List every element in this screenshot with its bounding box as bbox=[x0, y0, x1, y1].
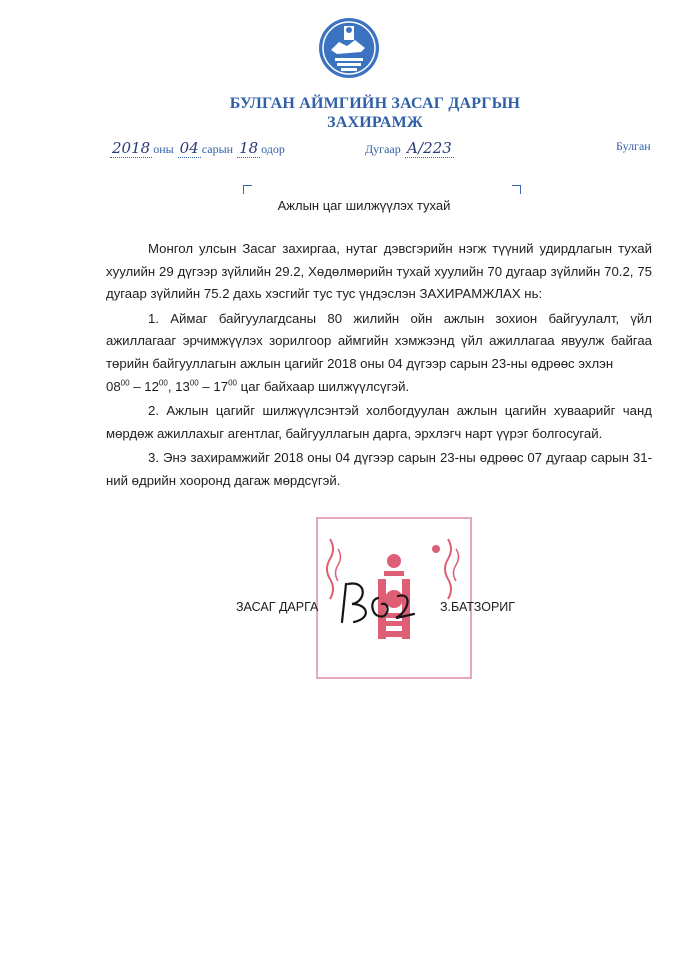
document-body bbox=[106, 238, 652, 495]
subject-bracket-right bbox=[512, 185, 521, 194]
date-day: 18 bbox=[239, 139, 259, 157]
soyombo-emblem-icon bbox=[317, 16, 381, 80]
date-year: 2018 bbox=[112, 139, 151, 157]
subject-bracket-left bbox=[243, 185, 252, 194]
date-line bbox=[110, 139, 286, 158]
date-month: 04 bbox=[179, 139, 199, 157]
signatory-name: З.БАТЗОРИГ bbox=[440, 600, 516, 614]
date-day-label: одор bbox=[261, 142, 285, 156]
intro-paragraph: Монгол улсын Засаг захиргаа, нутаг дэвсгэрийн нэгж түүний удирдлагын тухай хуулийн 29 дүгээр зүйлийн 29.2, Хөдөлмөрийн тухай хуулийн 70 дугаар зүйлийн 70.2, 75 дугаар зүйлийн 75.2 дахь хэсгийг тус тус үндэслэн ЗАХИРАМЖЛАХ нь: bbox=[106, 241, 652, 302]
document-type: ЗАХИРАМЖ bbox=[327, 114, 423, 131]
date-year-label: оны bbox=[153, 142, 174, 156]
document-number: А/223 bbox=[406, 139, 452, 157]
document-subject: Ажлын цаг шилжүүлэх тухай bbox=[277, 198, 451, 213]
item-2: 2. Ажлын цагийг шилжүүлсэнтэй холбогдуулан ажлын цагийн хуваарийг чанд мөрдөж ажиллахыг агентлаг, байгууллагын дарга, эрхлэгч нарт үүрэг болгосугай. bbox=[106, 403, 652, 441]
place: Булган bbox=[616, 139, 651, 153]
signatory-title: ЗАСАГ ДАРГА bbox=[236, 600, 319, 614]
organization-name: БУЛГАН АЙМГИЙН ЗАСАГ ДАРГЫН bbox=[229, 95, 521, 112]
item-3: 3. Энэ захирамжийг 2018 оны 04 дүгээр сарын 23-ны өдрөөс 07 дугаар сарын 31-ний өдрийн хооронд дагаж мөрдсүгэй. bbox=[106, 450, 652, 488]
handwritten-signature bbox=[338, 578, 418, 624]
item-1: 1. Аймаг байгуулагдсаны 80 жилийн ойн ажлын зохион байгуулалт, үйл ажиллагаaг эрчимжүүлэх зорилгоор аймгийн хэмжээнд үйл ажиллагаа явуулж байгаа төрийн байгууллагын ажлын цагийг 2018 оны 04 дүгээр сарын 23-ны өдрөөс эхлэн $08^{00} - 12^{00}$, $13^{00} - 17^{00}$ цаг байхаар шилжүүлсүгэй. bbox=[106, 310, 652, 394]
number-label: Дугаар bbox=[365, 142, 401, 156]
date-month-label: сарын bbox=[201, 142, 234, 156]
number-line bbox=[364, 139, 454, 158]
